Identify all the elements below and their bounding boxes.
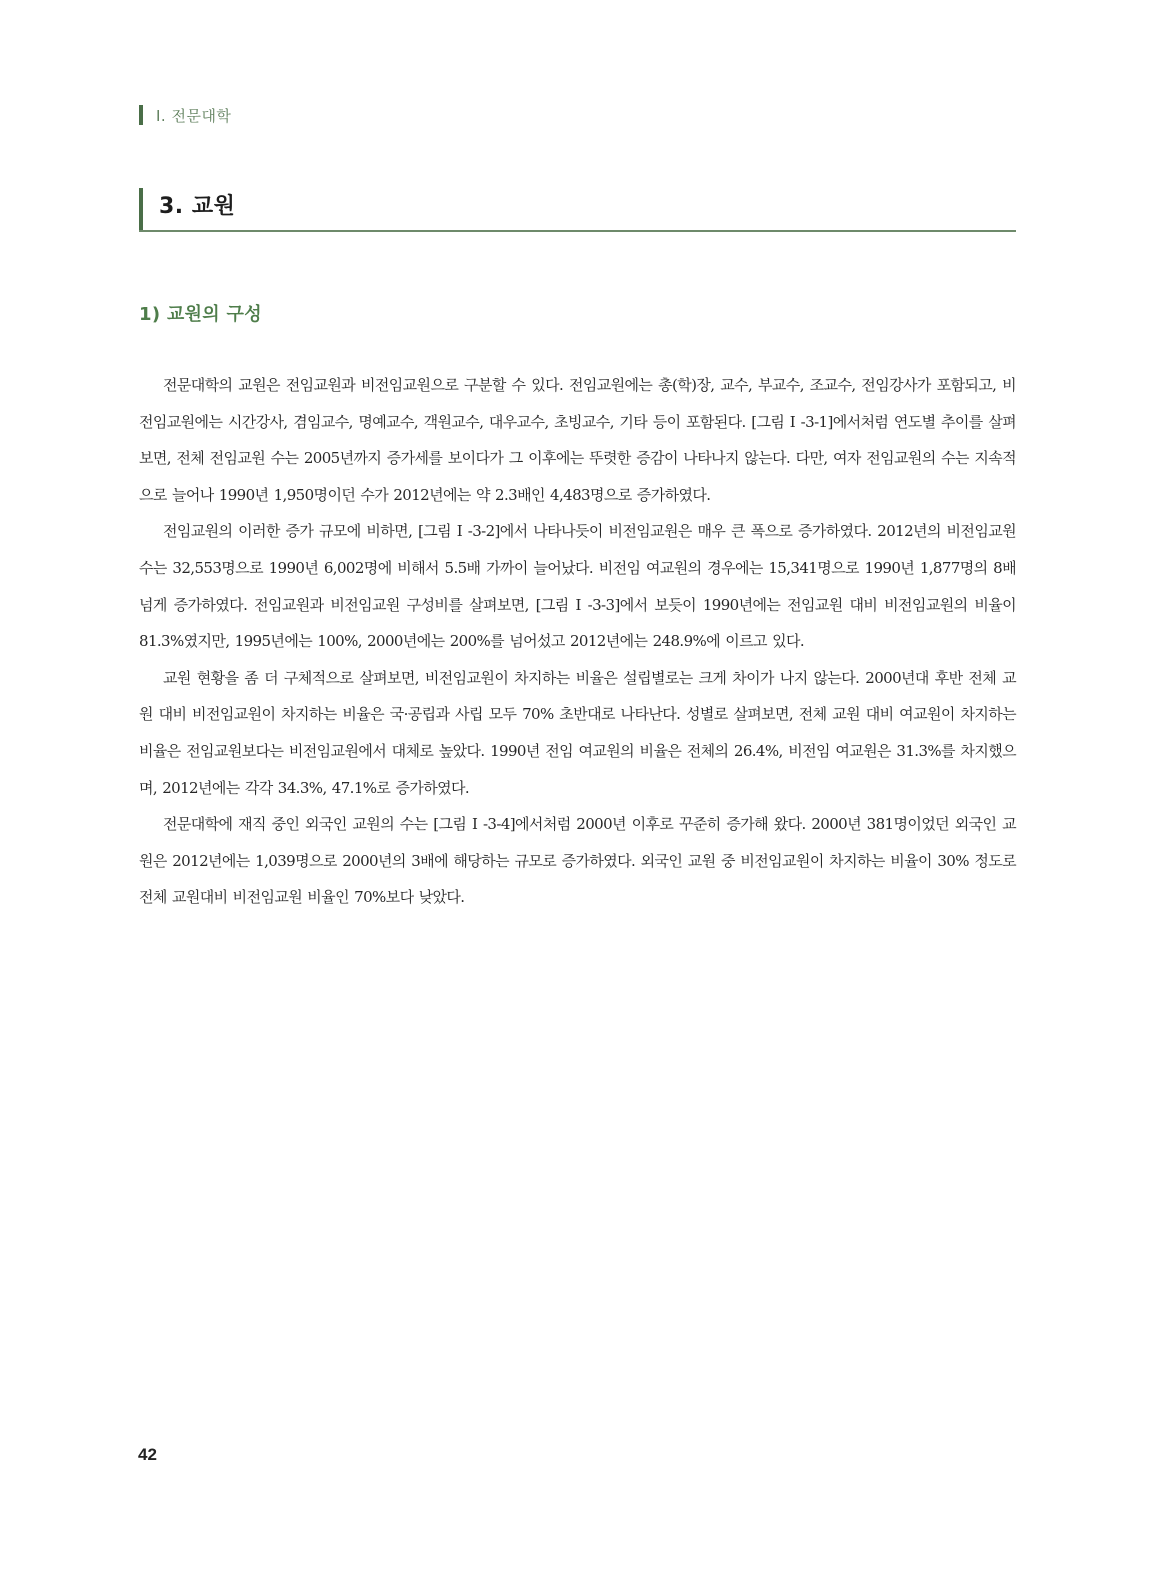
section-title: 3. 교원	[159, 194, 236, 219]
body-text	[139, 367, 1016, 916]
section-heading	[139, 182, 1016, 232]
running-header-label: Ⅰ. 전문대학	[156, 106, 232, 125]
paragraph: 전임교원의 이러한 증가 규모에 비하면, [그림 I -3-2]에서 나타나듯이 비전임교원은 매우 큰 폭으로 증가하였다. 2012년의 비전임교원 수는 32,553명으로 1990년 6,002명에 비해서 5.5배 가까이 늘어났다. 비전임 여교원의 경우에는 15,341명으로 1990년 1,877명의 8배 넘게 증가하였다. 전임교원과 비전임교원 구성비를 살펴보면, [그림 I -3-3]에서 보듯이 1990년에는 전임교원 대비 비전임교원의 비율이 81.3%였지만, 1995년에는 100%, 2000년에는 200%를 넘어섰고 2012년에는 248.9%에 이르고 있다.	[139, 522, 1016, 651]
running-header	[139, 104, 231, 126]
section-accent-bar	[139, 188, 143, 230]
header-accent-bar	[139, 105, 143, 125]
page-number: 42	[138, 1445, 157, 1464]
paragraph: 전문대학에 재직 중인 외국인 교원의 수는 [그림 I -3-4]에서처럼 2000년 이후로 꾸준히 증가해 왔다. 2000년 381명이었던 외국인 교원은 2012년에는 1,039명으로 2000년의 3배에 해당하는 규모로 증가하였다. 외국인 교원 중 비전임교원이 차지하는 비율이 30% 정도로 전체 교원대비 비전임교원 비율인 70%보다 낮았다.	[139, 815, 1016, 907]
paragraph: 전문대학의 교원은 전임교원과 비전임교원으로 구분할 수 있다. 전임교원에는 총(학)장, 교수, 부교수, 조교수, 전임강사가 포함되고, 비전임교원에는 시간강사, 겸임교수, 명예교수, 객원교수, 대우교수, 초빙교수, 기타 등이 포함된다. [그림 I -3-1]에서처럼 연도별 추이를 살펴보면, 전체 전임교원 수는 2005년까지 증가세를 보이다가 그 이후에는 뚜렷한 증감이 나타나지 않는다. 다만, 여자 전임교원의 수는 지속적으로 늘어나 1990년 1,950명이던 수가 2012년에는 약 2.3배인 4,483명으로 증가하였다.	[139, 376, 1016, 504]
subsection-title: 1) 교원의 구성	[139, 304, 262, 325]
paragraph: 교원 현황을 좀 더 구체적으로 살펴보면, 비전임교원이 차지하는 비율은 설립별로는 크게 차이가 나지 않는다. 2000년대 후반 전체 교원 대비 비전임교원이 차지하는 비율은 국·공립과 사립 모두 70% 초반대로 나타난다. 성별로 살펴보면, 전체 교원 대비 여교원이 차지하는 비율은 전임교원보다는 비전임교원에서 대체로 높았다. 1990년 전임 여교원의 비율은 전체의 26.4%, 비전임 여교원은 31.3%를 차지했으며, 2012년에는 각각 34.3%, 47.1%로 증가하였다.	[139, 668, 1016, 797]
